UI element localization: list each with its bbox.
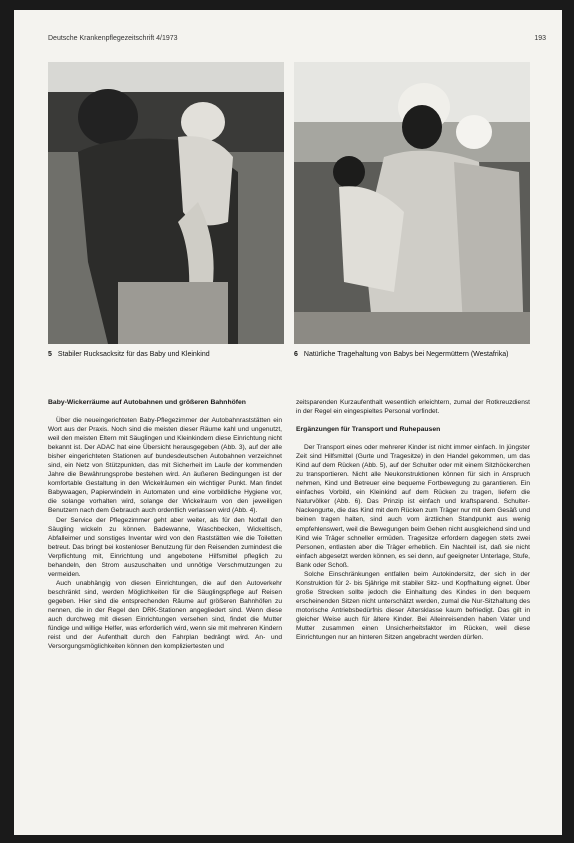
left-column <box>48 398 282 651</box>
figure-6-caption <box>294 350 530 359</box>
figure-5-number: 5 <box>48 351 52 358</box>
figure-5-caption <box>48 350 284 359</box>
figure-6-text: Natürliche Tragehaltung von Babys bei Negermüttern (Westafrika) <box>303 351 509 358</box>
right-paragraph-1: Der Transport eines oder mehrerer Kinder ist nicht immer einfach. In jüngster Zeit sind Hilfsmittel (Gurte und Tragesitze) in den Handel gekommen, um das Kind auf dem Rücken (Abb. 5), auf der Schulter oder mit einem Sitzhöckerchen zu transportieren. Nicht alle Neukonstruktionen können für sich in Anspruch nehmen, Kind und Betreuer eine bequeme Fortbewegung zu garantieren. Ein einfaches Vorbild, ein Kleinkind auf dem Rücken zu tragen, liefern die Naturvölker (Abb. 6). Das Prinzip ist einfach und kraftsparend. Schulter-Nackengurte, die das Kind mit dem Rücken zum Träger nur mit dem Gesäß und beinen tragen halten, sind auch vom ärztlichen Standpunkt aus wenig empfehlenswert, weil die Bewegungen beim Gehen nicht ausgleichend sind und Kind wie Träger schneller ermüden. Tragesitze erfordern dagegen stets zwei Personen, entlasten aber die Träger erheblich. Ein Nachteil ist, daß sie nicht einfach abgesetzt werden können, es sei denn, auf geeigneter Unterlage, Stufe, Bank oder Schoß. <box>296 444 530 569</box>
left-paragraph-1: Über die neueingerichteten Baby-Pflegezimmer der Autobahnraststätten ein Wort aus der Praxis. Noch sind die meisten dieser Räume kahl und ungenutzt, weil den meisten Eltern mit Säuglingen und Kleinkindern diese Einrichtung nicht bekannt ist. Der ADAC hat eine Übersicht herausgegeben (Abb. 3), auf der alle bisher eingerichteten Stationen auf bundesdeutschen Autobahnen verzeichnet sind, ein Netz von Stützpunkten, das mit Sicherheit im Laufe der kommenden Jahre die Bewährungsprobe bestehen wird. An äußeren Bedingungen ist der komfortable Gestaltung in den Wickelräumen ein wichtiger Punkt. Man findet Babywaagen, Papierwindeln in Automaten und eine vorbildliche Hygiene vor, die solange vorhalten wird, solange der Wickelraum von den jeweiligen Benutzern nach dem Gebrauch auch ordentlich verlassen wird (Abb. 4). <box>48 417 282 515</box>
photo-figure-5 <box>48 62 284 344</box>
page-number: 193 <box>534 35 546 42</box>
journal-title: Deutsche Krankenpflegezeitschrift 4/1973 <box>48 35 178 42</box>
right-paragraph-2: Solche Einschränkungen entfallen beim Autokindersitz, der sich in der Konstruktion für 2- bis 5jährige mit stabiler Sitz- und Kopfhaltung eignet. Über große Strecken sollte jedoch die Einhaltung des Kindes in den bequem erscheinenden Sitzen nicht unterschätzt werden, zumal die Nur-Sitzhaltung des motorische Antriebsbedürfnis dieser Altersklasse kaum befriedigt. Das gilt in gleicher Weise auch für ältere Kinder. Bei Alleinreisenden haben Vater und Mutter zusammen einen Unsicherheitsfaktor im Rücken, weil diese Einrichtungen nur an hinteren Sitzen angebracht werden dürfen. <box>296 570 530 642</box>
left-paragraph-2: Der Service der Pflegezimmer geht aber weiter, als für den Notfall den Säugling wickeln zu können. Badewanne, Waschbecken, Wickeltisch, Abfalleimer und sonstiges Inventar wird von den Raststätten wie die Toiletten betreut. Das bringt bei kostenloser Benutzung für den Reisenden zumindest die Verpflichtung mit, Einrichtung und angebotene Hilfsmittel pfleglich zu behandeln, den Strom auszuschalten und unnötige Verschmutzungen zu vermeiden. <box>48 516 282 578</box>
running-header <box>48 35 546 47</box>
left-paragraph-3: Auch unabhängig von diesen Einrichtungen, die auf den Autoverkehr beschränkt sind, werden Möglichkeiten für die Säuglingspflege auf Reisen gegeben. Hier sind die entsprechenden Räume auf größeren Bahnhöfen zu nennen, die in der Regel den DRK-Stationen angegliedert sind. Wenn diese auch durchweg mit diesen Einrichtungen versehen sind, findet die Mutter fündige und willige Helfer, was erforderlich wird, wenn sie mit mehreren Kindern reist und der Aufenthalt durch den Fahrplan bedrängt wird. An- und Versorgungsmöglichkeiten können den kompliziertesten und <box>48 579 282 651</box>
figure-6-number: 6 <box>294 351 298 358</box>
right-column <box>296 398 530 642</box>
photo-figure-6 <box>294 62 530 344</box>
left-column-heading: Baby-Wickerräume auf Autobahnen und größeren Bahnhöfen <box>48 399 246 406</box>
right-column-heading: Ergänzungen für Transport und Ruhepausen <box>296 426 441 434</box>
figure-5-text: Stabiler Rucksacksitz für das Baby und Kleinkind <box>57 351 210 358</box>
right-intro-paragraph: zeitsparenden Kurzaufenthalt wesentlich erleichtern, zumal der Rotkreuzdienst in der Regel ein eingespieltes Personal vorfindet. <box>296 399 530 416</box>
document-page <box>14 10 562 835</box>
